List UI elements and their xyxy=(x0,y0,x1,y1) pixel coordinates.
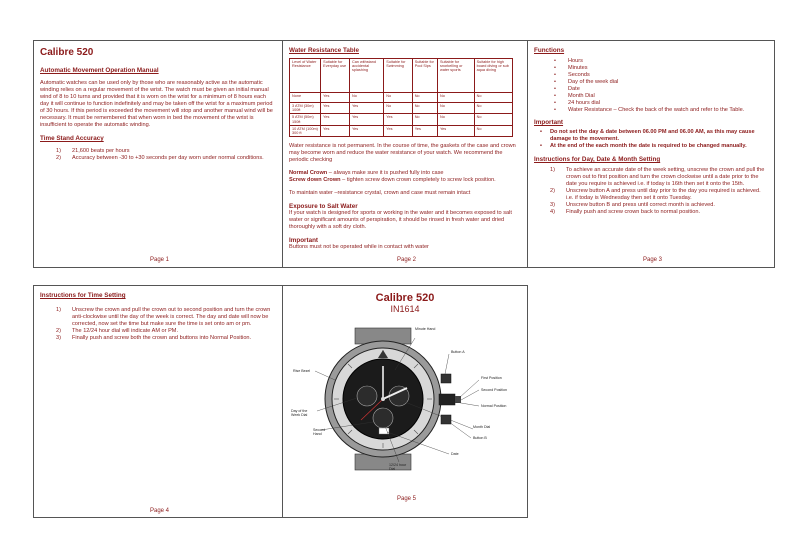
time-setting-heading: Instructions for Time Setting xyxy=(40,292,126,299)
automatic-movement-heading: Automatic Movement Operation Manual xyxy=(40,67,159,74)
day-date-instructions xyxy=(550,167,768,216)
month-dial-label: Month Dial xyxy=(473,425,491,429)
page-number: Page 4 xyxy=(150,508,170,514)
page1-title: Calibre 520 xyxy=(40,47,94,58)
list-item: • Month Dial xyxy=(554,93,768,100)
minute-hand-label: Minute Hand xyxy=(415,327,436,331)
list-item: 1) To achieve an accurate date of the week setting, unscrew the crown and pull the crown out to first position and turn the crown clockwise until a date prior to the date you require is achieved i.e. if today is 16th then set it onto the 15th. xyxy=(550,167,765,187)
watch-illustration xyxy=(283,324,527,474)
page-number: Page 5 xyxy=(397,496,417,502)
list-item: 2) Unscrew button A and press until day prior to the day you required is achieved. i.e. if today is Wednesday then set it onto Tuesday. xyxy=(550,188,761,201)
list-item: • Water Resistance – Check the back of the watch and refer to the Table. xyxy=(554,107,768,114)
table-row: 5 ATM (50m) 150ft Yes Yes Yes No No No xyxy=(290,114,513,125)
maintain-text: To maintain water –resistance crystal, crown and case must remain intact xyxy=(289,190,471,197)
list-item: • Day of the week dial xyxy=(554,79,768,86)
manual-page-4 xyxy=(33,285,283,518)
automatic-movement-text: Automatic watches can be used only by those who are reasonably active as the automatic winding relies on a regular movement of the wrist. The watch must be given an initial manual wind of 8 to 10 turns and provided that it is worn on the wrist for a minimum of 8 hours each day it will continue to function indefinitely and may be taken off the wrist for a maximum period of 30 hours. If this period is exceeded the movement will stop and another manual wind will be necessary. It must be remembered that when worn in bed the movement of the wrist is insufficient to operate the automatic winding. xyxy=(40,80,273,128)
functions-heading: Functions xyxy=(534,47,565,54)
second-hand-label: Second Hand xyxy=(313,428,326,436)
list-item: 3) Unscrew button B and press until correct month is achieved. xyxy=(550,202,715,208)
date-label: Date xyxy=(451,452,459,456)
water-resistance-table xyxy=(289,58,513,137)
list-item: • Date xyxy=(554,86,768,93)
page5-title: Calibre 520 xyxy=(375,292,435,304)
button-a-label: Button A xyxy=(451,350,465,354)
important-list xyxy=(540,129,768,150)
table-row: None Yes No No No No No xyxy=(290,93,513,103)
hour-dial-label: 12/24 hour Dial xyxy=(389,463,407,471)
functions-list xyxy=(554,58,768,114)
list-item: 4) Finally push and screw crown back to normal position. xyxy=(550,209,701,215)
list-item: 2) Accuracy between -30 to +30 seconds per day worn under normal conditions. xyxy=(56,155,264,161)
day-dial-label: Day of the Week Dial xyxy=(291,409,308,417)
manual-page-3 xyxy=(527,40,775,268)
normal-position-label: Normal Position xyxy=(481,404,507,408)
time-accuracy-heading: Time Stand Accuracy xyxy=(40,135,104,142)
salt-water-text: If your watch is designed for sports or working in the water and it becomes exposed to salt water or significant amounts of perspiration, it should be rinsed in fresh water and dried thoroughly with a soft dry cloth. xyxy=(289,210,512,231)
important-text: Buttons must not be operated while in contact with water xyxy=(289,244,429,251)
manual-page-5 xyxy=(282,285,528,518)
time-setting-instructions xyxy=(56,307,276,342)
model-number: IN1614 xyxy=(390,304,420,314)
page-number: Page 3 xyxy=(643,257,663,263)
salt-water-heading: Exposure to Salt Water xyxy=(289,203,358,211)
normal-crown-text: Normal Crown – always make sure it is pushed fully into case xyxy=(289,170,444,177)
second-position-label: Second Position xyxy=(481,388,507,392)
list-item: 2) The 12/24 hour dial will indicate AM or PM. xyxy=(56,328,179,334)
table-header-row: Level of Water Resistance Suitable for Everyday use Can withstand accidental splashing Suitable for Swimming Suitable for Pool Sips Suitable for snorkelling or water sports Suitable for high board diving or sub aqua diving xyxy=(290,59,513,93)
day-date-heading: Instructions for Day, Date & Month Setting xyxy=(534,156,661,163)
water-resistance-heading: Water Resistance Table xyxy=(289,47,359,54)
accuracy-list xyxy=(56,148,276,162)
screw-crown-text: Screw down Crown – tighten screw down crown completely to screw lock position. xyxy=(289,177,496,184)
list-item: • Do not set the day & date between 06.00 PM and 06.00 AM, as this may cause damage to the movement. xyxy=(540,129,755,142)
important-heading: Important xyxy=(534,119,564,126)
page-number: Page 1 xyxy=(150,257,170,263)
list-item: 1) Unscrew the crown and pull the crown out to second position and turn the crown anti-clockwise until the day of the week is correct. The day and date will now be corrected, now set the time but make sure the time is set onto am or pm. xyxy=(56,307,271,327)
list-item: 1) 21,600 beats per hours xyxy=(56,148,130,154)
watch-diagram xyxy=(283,324,527,474)
table-row: 3 ATM (30m) 100ft Yes Yes No No No No xyxy=(290,103,513,114)
button-b-label: Button B xyxy=(473,436,487,440)
important-heading: Important xyxy=(289,237,319,245)
manual-page-1 xyxy=(33,40,283,268)
bezel-label: Rise Bezel xyxy=(293,369,311,373)
list-item: • 24 hours dial xyxy=(554,100,768,107)
list-item: • Minutes xyxy=(554,65,768,72)
list-item: • Seconds xyxy=(554,72,768,79)
list-item: • At the end of the each month the date is required to be changed manually. xyxy=(540,143,747,149)
list-item: 3) Finally push and screw both the crown and buttons into Normal Position. xyxy=(56,335,252,341)
list-item: • Hours xyxy=(554,58,768,65)
page-number: Page 2 xyxy=(397,257,417,263)
table-row: 10 ATM (100m) 300 ft Yes Yes Yes Yes Yes No xyxy=(290,125,513,136)
first-position-label: First Position xyxy=(481,376,502,380)
manual-page-2 xyxy=(282,40,528,268)
water-resistance-text: Water resistance is not permanent. In the course of time, the gaskets of the case and crown may become worn and reduce the water resistance of your watch. We recommend the periodic checking xyxy=(289,143,516,164)
